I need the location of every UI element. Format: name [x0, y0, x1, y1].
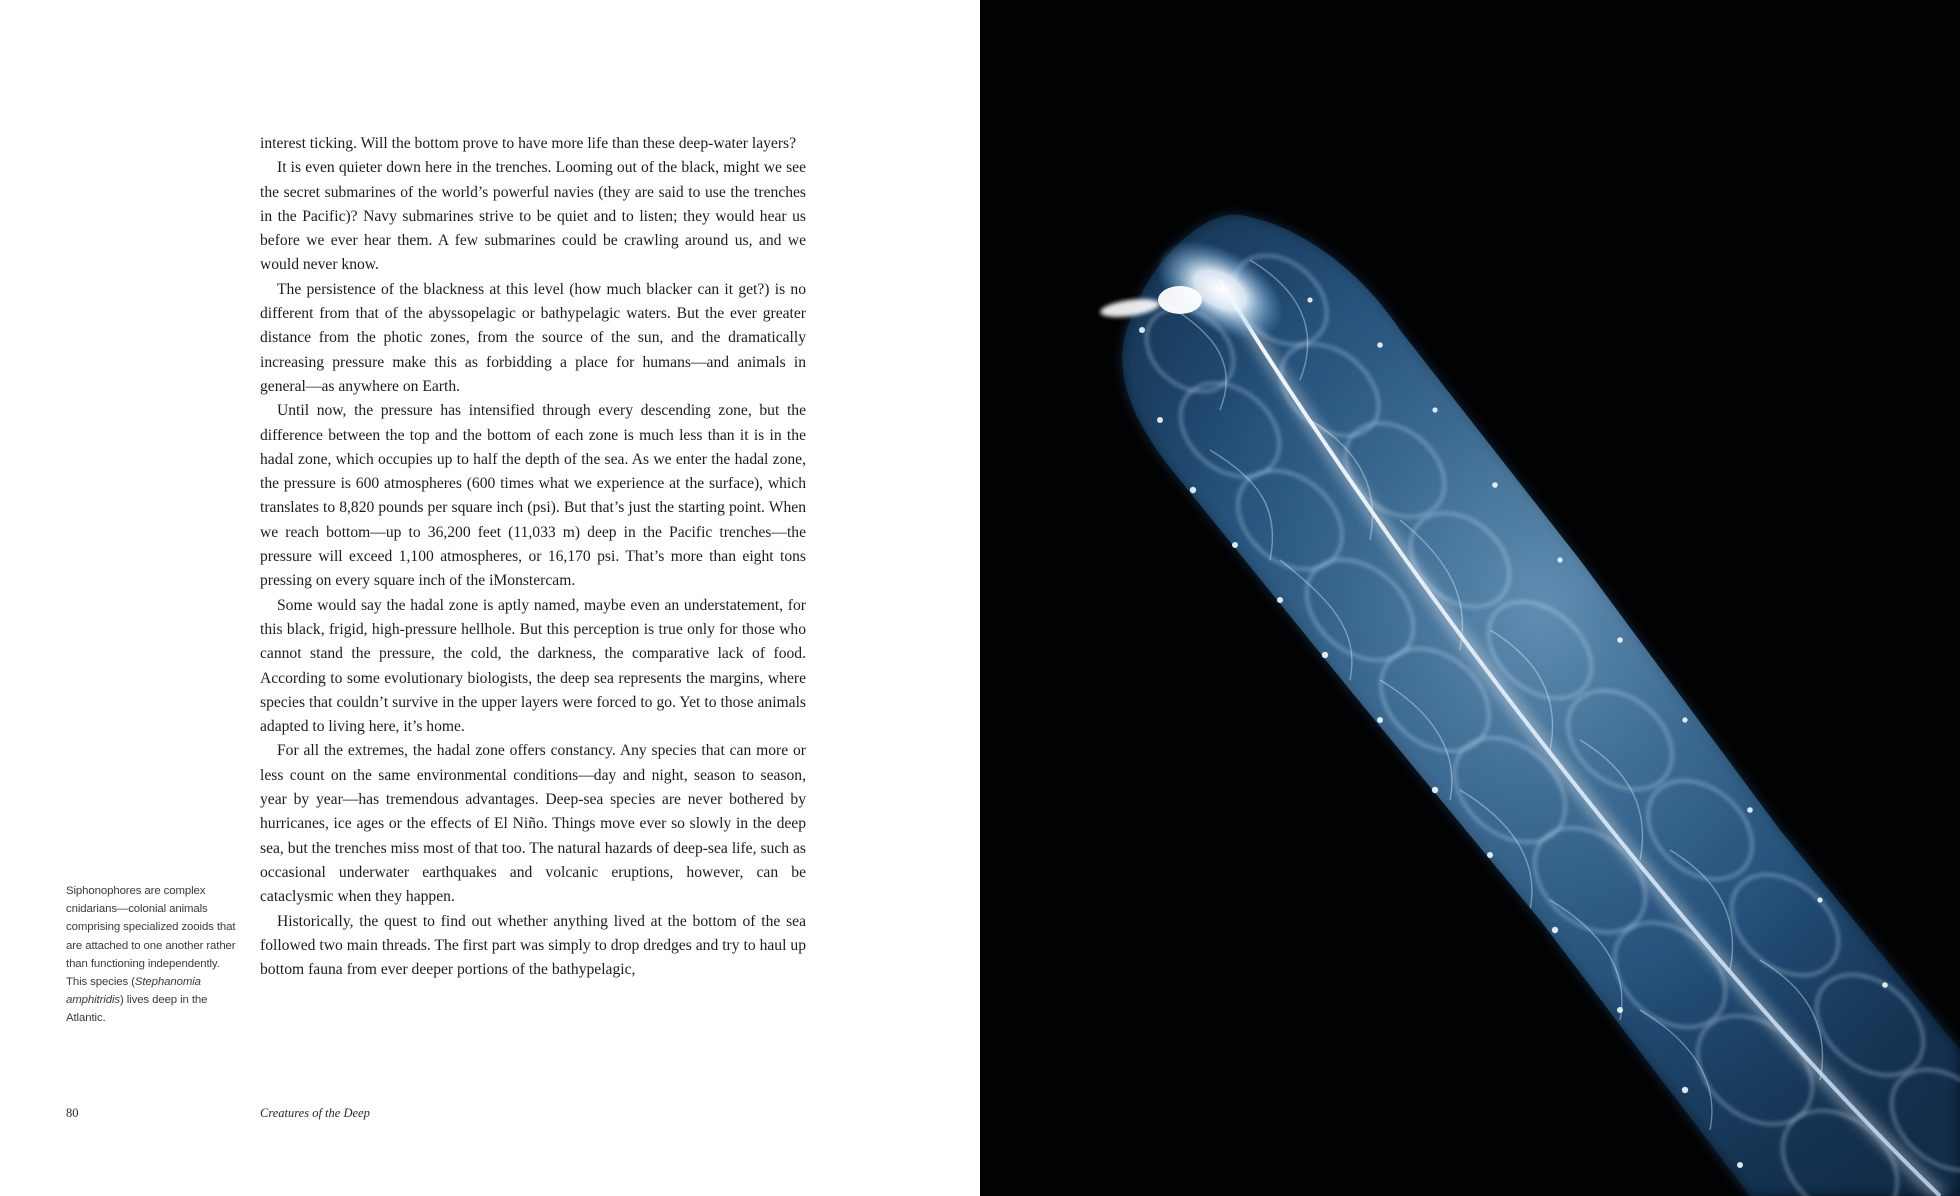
paragraph: For all the extremes, the hadal zone offers constancy. Any species that can more or less count on the same environmental conditions—day and night, season to season, year by year—has tremendous advantages. Deep-sea species are never bothered by hurricanes, ice ages or the effects of El Niño. Things move ever so slowly in the deep sea, but the trenches miss most of that too. The natural hazards of deep-sea life, such as occasional underwater earthquakes and volcanic eruptions, however, can be cataclysmic when they happen.: [260, 742, 806, 906]
caption-species-name: Stephanomia amphitridis: [66, 976, 201, 1007]
paragraph: Until now, the pressure has intensified through every descending zone, but the difference between the top and the bottom of each zone is much less than it is in the hadal zone, which occupies up to half the depth of the sea. As we enter the hadal zone, the pressure is 600 atmospheres (600 times what we experience at the surface), which translates to 8,820 pounds per square inch (psi). But that’s just the starting point. When we reach bottom—up to 36,200 feet (11,033 m) deep in the Pacific trenches—the pressure will exceed 1,100 atmospheres, or 16,170 psi. That’s more than eight tons pressing on every square inch of the iMonstercam.: [260, 402, 806, 590]
paragraph: Some would say the hadal zone is aptly named, maybe even an understatement, for this black, frigid, high-pressure hellhole. But this perception is true only for those who cannot stand the pressure, the cold, the darkness, the comparative lack of food. According to some evolutionary biologists, the deep sea represents the margins, where species that couldn’t survive in the upper layers were forced to go. Yet to those animals adapted to living here, it’s home.: [260, 596, 806, 736]
caption-text-start: Siphonophores are complex cnidarians—colonial animals comprising specialized zooids that are attached to one another rather than functioning independently. This species (: [66, 885, 236, 989]
paragraph: Historically, the quest to find out whether anything lived at the bottom of the sea followed two main threads. The first part was simply to drop dredges and try to haul up bottom fauna from ever deeper portions of the bathypelagic,: [260, 912, 806, 979]
siphonophore-photo: [980, 0, 1960, 1196]
page-number: 80: [66, 1106, 79, 1120]
running-title: Creatures of the Deep: [260, 1106, 370, 1120]
paragraph: It is even quieter down here in the trenches. Looming out of the black, might we see the secret submarines of the world’s powerful navies (they are said to use the trenches in the Pacific)? Navy submarines strive to be quiet and to listen; they would hear us before we ever hear them. A few submarines could be crawling around us, and we would never know.: [260, 159, 806, 274]
caption-text-end: ) lives deep in the Atlantic.: [66, 994, 208, 1025]
right-page-photo: [980, 0, 1960, 1196]
body-text: [260, 132, 806, 982]
paragraph: interest ticking. Will the bottom prove to have more life than these deep-water layers?: [260, 135, 797, 152]
paragraph: The persistence of the blackness at this level (how much blacker can it get?) is no different from that of the abyssopelagic or bathypelagic waters. But the ever greater distance from the photic zones, from the source of the sun, and the dramatically increasing pressure make this as forbidding a place for humans—and animals in general—as anywhere on Earth.: [260, 280, 806, 395]
photo-caption: [66, 882, 236, 1028]
